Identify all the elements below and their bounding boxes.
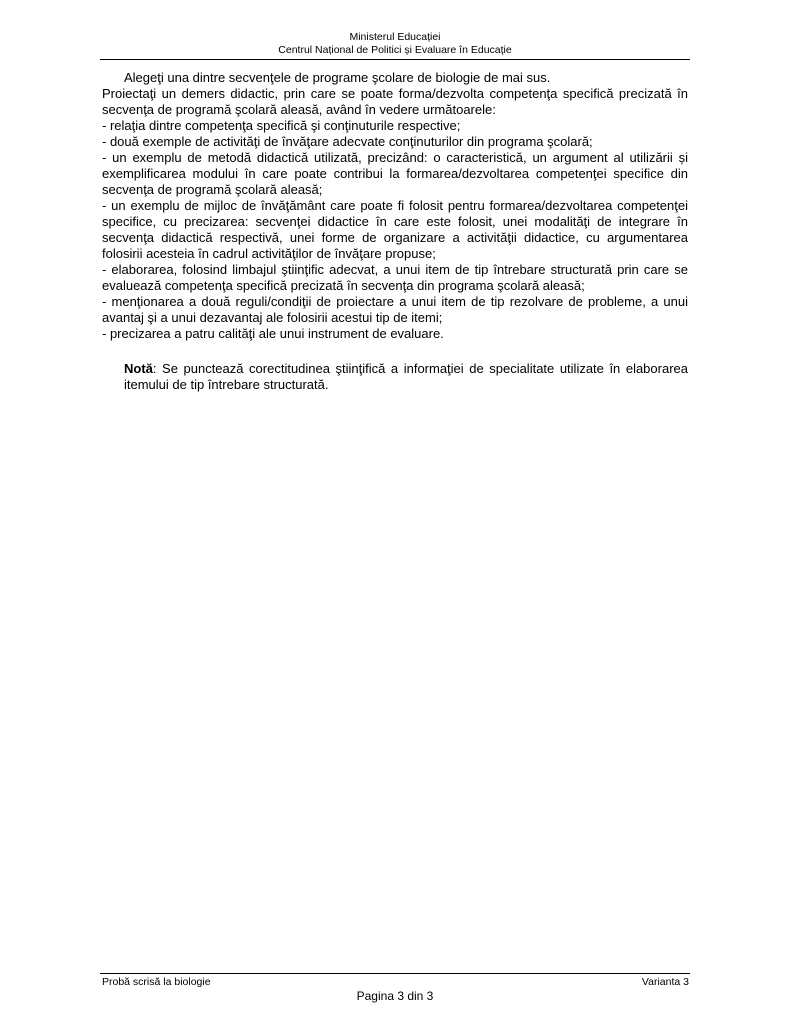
footer-subject: Probă scrisă la biologie: [102, 976, 211, 988]
header-center: Centrul Național de Politici și Evaluare în Educație: [278, 44, 512, 56]
task-paragraph: Proiectaţi un demers didactic, prin care se poate forma/dezvolta competenţa specifică precizată în secvenţa de programă şcolară aleasă, având în vedere următoarele:: [102, 86, 688, 117]
page-header: [100, 31, 690, 57]
footer-variant: Varianta 3: [641, 976, 689, 988]
footer-divider: [100, 973, 690, 974]
header-ministry: Ministerul Educației: [349, 31, 441, 43]
intro-paragraph: Alegeţi una dintre secvenţele de programe şcolare de biologie de mai sus.: [124, 70, 551, 85]
list-item: - precizarea a patru calităţi ale unui instrument de evaluare.: [102, 326, 444, 341]
list-item: - relaţia dintre competenţa specifică şi conţinuturile respective;: [102, 118, 461, 133]
list-item: - un exemplu de mijloc de învăţământ care poate fi folosit pentru formarea/dezvoltarea competenţei specifice, cu precizarea: secvenţei didactice în care este folosit, unei modalităţi de integrare în secvenţa didactică respectivă, unei forme de organizare a activităţii didactice, cu argumentarea folosirii acesteia în cadrul activităţilor de învăţare propuse;: [102, 198, 688, 261]
note-paragraph: [124, 361, 688, 393]
note-label: Notă: [124, 361, 153, 376]
header-divider: [100, 59, 690, 60]
list-item: - menţionarea a două reguli/condiţii de proiectare a unui item de tip rezolvare de probleme, a unui avantaj şi a unui dezavantaj ale folosirii acestui tip de itemi;: [102, 294, 688, 325]
page-number: Pagina 3 din 3: [356, 989, 434, 1003]
list-item: - elaborarea, folosind limbajul ştiinţific adecvat, a unui item de tip întrebare structurată prin care se evaluează competenţa specifică precizată în secvenţa din programa şcolară aleasă;: [102, 262, 688, 293]
note-text: : Se punctează corectitudinea ştiinţifică a informaţiei de specialitate utilizate în elaborarea itemului de tip întrebare structurată.: [124, 361, 688, 392]
document-body: [102, 70, 688, 342]
list-item: - două exemple de activităţi de învăţare adecvate conţinuturilor din programa şcolară;: [102, 134, 593, 149]
list-item: - un exemplu de metodă didactică utilizată, precizând: o caracteristică, un argument al utilizării și exemplificarea modului în care poate contribui la formarea/dezvoltarea competenţei specifice din secvenţa de programă şcolară aleasă;: [102, 150, 688, 197]
note-block: [124, 361, 688, 393]
